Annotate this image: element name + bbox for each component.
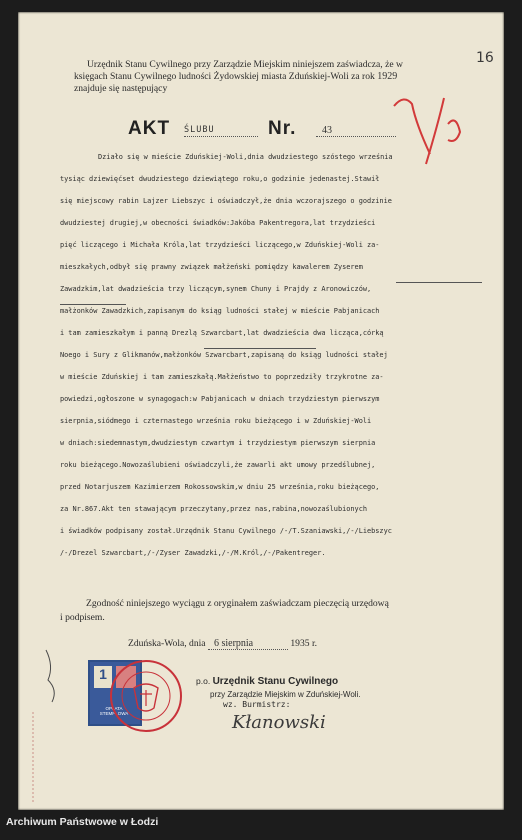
- body-line: mieszkałych,odbył się prawny związek małżeński pomiędzy kawalerem Zyserem: [60, 263, 363, 271]
- title-type: ŚLUBU: [184, 125, 215, 135]
- body-line: Działo się w mieście Zduńskiej-Woli,dnia dwudziestego szóstego września: [98, 153, 393, 161]
- body-line: i świadków podpisany został.Urzędnik Stanu Cywilnego /-/T.Szaniawski,/-/Liebszyc: [60, 527, 392, 535]
- stamp-label: OPŁATA STEMPLOWA: [99, 706, 129, 716]
- title-akt: AKT: [128, 118, 171, 139]
- handwritten-signature: Kłanowski: [232, 712, 326, 733]
- body-line: pięć liczącego i Michała Króla,lat trzydzieści liczącego,w Zduńskiej-Woli za-: [60, 241, 380, 249]
- date-place: Zduńska-Wola, dnia: [128, 638, 206, 649]
- header-line-1: Urzędnik Stanu Cywilnego przy Zarządzie Miejskim niniejszem zaświadcza, że w: [87, 59, 403, 70]
- date-year-end: r.: [311, 638, 318, 649]
- body-line: Zawadzkim,lat dwadzieścia trzy liczącym,synem Chuny i Prajdy z Aronowiczów,: [60, 285, 372, 293]
- document-sheet: [18, 12, 504, 810]
- body-line: małżonków Zawadzkich,zapisanym do ksiąg ludności stałej w mieście Pabjanicach: [60, 307, 380, 315]
- body-line: i tam zamieszkałym i panną Drezlą Szwarcbart,lat dwadzieścia dwa licząca,córką: [60, 329, 384, 337]
- body-line: roku bieżącego.Nowozaślubieni oświadczyli,że zawarli akt umowy przedślubnej,: [60, 461, 376, 469]
- archive-name: Archiwum Państwowe w Łodzi: [6, 816, 159, 828]
- date-year-prefix: 193: [290, 638, 305, 649]
- title-nr-value: 43: [322, 125, 332, 136]
- stamp-denomination: 1: [94, 666, 112, 688]
- name-underline: [60, 304, 126, 305]
- body-line: w dniach:siedemnastym,dwudziestym czwartym i trzydziestym pierwszym sierpnia: [60, 439, 376, 447]
- margin-handwritten-note: [40, 646, 70, 706]
- header-line-2-text: księgach Stanu Cywilnego ludności Żydowskiej miasta Zduńskiej-Woli za rok: [74, 71, 375, 82]
- header-year: 1929: [377, 71, 398, 82]
- body-line: się miejscowy rabin Lajzer Liebszyc i oświadczył,że dnia wczorajszego o godzinie: [60, 197, 392, 205]
- title-nr-dotted-line: [316, 136, 396, 137]
- body-line: powiedzi,ogłoszone w synagogach:w Pabjanicach w dniach trzydziestym pierwszym: [60, 395, 380, 403]
- attestation-line-2: i podpisem.: [60, 612, 105, 623]
- body-line: dwudziestej drugiej,w obecności świadków:Jakóba Pakentregora,lat trzydzieści: [60, 219, 376, 227]
- date-year-suffix: 5: [304, 638, 310, 649]
- attestation-line-1: Zgodność niniejszego wyciągu z oryginałem zaświadczam pieczęcią urzędową: [86, 598, 389, 609]
- record-body: [60, 152, 494, 576]
- name-underline: [204, 348, 316, 349]
- signature-role: wz. Burmistrz:: [223, 700, 291, 709]
- body-line: /-/Drezel Szwarcbart,/-/Zyser Zawadzki,/-/M.Król,/-/Pakentreger.: [60, 549, 326, 557]
- title-nr-label: Nr.: [268, 118, 297, 139]
- body-line: w mieście Zduńskiej i tam zamieszkałą.Małżeństwo to poprzedziły trzykrotne za-: [60, 373, 384, 381]
- name-underline: [396, 282, 482, 283]
- signature-po-label: p.o.: [196, 676, 211, 686]
- header-line-2: [74, 71, 397, 83]
- date-line: [128, 638, 317, 650]
- body-line: sierpnia,siódmego i czternastego września roku bieżącego i w Zduńskiej-Woli: [60, 417, 372, 425]
- margin-vertical-note: [26, 712, 40, 802]
- signature-title: Urzędnik Stanu Cywilnego: [212, 676, 339, 687]
- title-dotted-line: [184, 136, 258, 137]
- page-number: 16: [476, 50, 494, 66]
- signature-po: [196, 676, 338, 687]
- header-line-3: znajduje się następujący: [74, 83, 168, 94]
- body-line: Noego i Sury z Glikmanów,małżonków Szwarcbart,zapisaną do ksiąg ludności stałej: [60, 351, 388, 359]
- official-seal-icon: [108, 658, 184, 734]
- signature-sub: przy Zarządzie Miejskim w Zduńskiej-Woli.: [210, 690, 361, 699]
- body-line: przed Notarjuszem Kazimierzem Rokossowskim,w dniu 25 września,roku bieżącego,: [60, 483, 380, 491]
- date-day-month: 6 sierpnia: [208, 638, 288, 650]
- body-line: tysiąc dziewięćset dwudziestego dziewiątego roku,o godzinie jedenastej.Stawił: [60, 175, 380, 183]
- body-line: za Nr.867.Akt ten stawającym przeczytany,przez nas,rabina,nowozaślubionych: [60, 505, 367, 513]
